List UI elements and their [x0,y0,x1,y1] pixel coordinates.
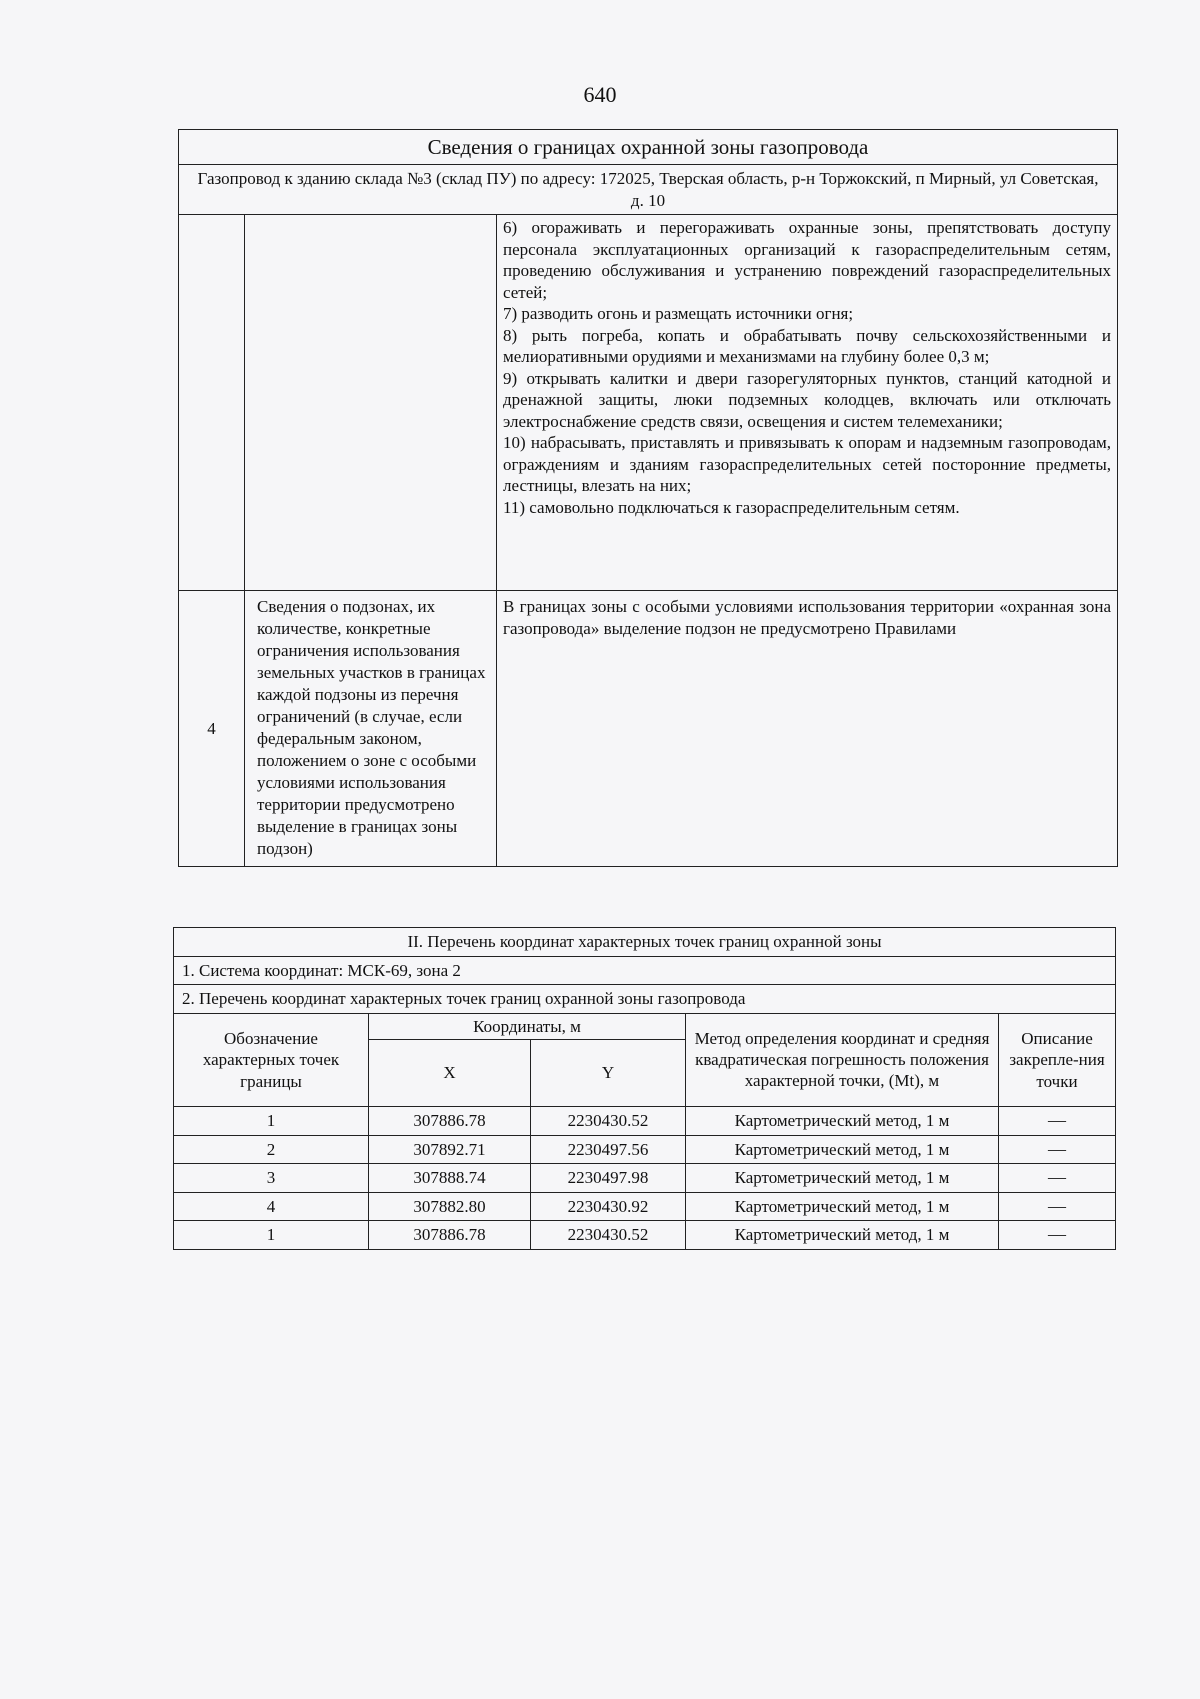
table-row [174,1192,1116,1221]
subzones-value: В границах зоны с особыми условиями использования территории «охранная зона газопровода» выделение подзон не предусмотрено Правилами [497,591,1118,867]
cell-y: 2230497.98 [531,1164,686,1193]
header-x: X [369,1040,531,1107]
title-row [179,130,1118,165]
cell-description: — [999,1164,1116,1193]
cell-point: 1 [174,1221,369,1250]
restrictions-row [179,215,1118,591]
subzones-label: Сведения о подзонах, их количестве, конкретные ограничения использования земельных участков в границах каждой подзоны из перечня ограничений (в случае, если федеральным законом, положением о зоне с особыми условиями использования территории предусмотрено выделение в границах зоны подзон) [245,591,497,867]
coords-header-row [174,1013,1116,1040]
subzones-row [179,591,1118,867]
restriction-item: 9) открывать калитки и двери газорегуляторных пунктов, станций катодной и дренажной защиты, люки подземных колодцев, включать или отключать электроснабжение средств связи, освещения и систем телемеханики; [503,368,1112,431]
header-description: Описание закрепле-ния точки [999,1013,1116,1107]
table-row [174,1135,1116,1164]
list-title-row [174,985,1116,1014]
cell-method: Картометрический метод, 1 м [686,1164,999,1193]
cell-x: 307882.80 [369,1192,531,1221]
document-subtitle: Газопровод к зданию склада №3 (склад ПУ) по адресу: 172025, Тверская область, р-н Торжокский, п Мирный, ул Советская, д. 10 [179,165,1118,215]
restrictions-number-cell [179,215,245,591]
header-coords: Координаты, м [369,1013,686,1040]
page-number: 640 [583,82,617,107]
cell-method: Картометрический метод, 1 м [686,1135,999,1164]
cell-description: — [999,1135,1116,1164]
cell-y: 2230430.92 [531,1192,686,1221]
header-method: Метод определения координат и средняя квадратическая погрешность положения характерной точки, (Mt), м [686,1013,999,1107]
coord-system: 1. Система координат: МСК-69, зона 2 [174,956,1116,985]
cell-x: 307886.78 [369,1107,531,1136]
cell-point: 2 [174,1135,369,1164]
cell-point: 1 [174,1107,369,1136]
restriction-item: 7) разводить огонь и размещать источники огня; [503,304,854,323]
subzones-number: 4 [179,591,245,867]
cell-y: 2230430.52 [531,1107,686,1136]
cell-method: Картометрический метод, 1 м [686,1107,999,1136]
restriction-item: 10) набрасывать, приставлять и привязывать к опорам и надземным газопроводам, ограждениям и зданиям газораспределительных сетей посторонние предметы, лестницы, влезать на них; [503,433,1112,495]
coord-system-row [174,956,1116,985]
cell-method: Картометрический метод, 1 м [686,1221,999,1250]
document-title: Сведения о границах охранной зоны газопровода [179,130,1118,165]
header-y: Y [531,1040,686,1107]
cell-x: 307892.71 [369,1135,531,1164]
restriction-item: 6) огораживать и перегораживать охранные зоны, препятствовать доступу персонала эксплуатационных организаций к газораспределительным сетям, проведению обслуживания и устранению повреждений газораспределительных сетей; [503,218,1112,302]
table-row [174,1221,1116,1250]
table-row [174,1164,1116,1193]
header-point: Обозначение характерных точек границы [174,1013,369,1107]
cell-method: Картометрический метод, 1 м [686,1192,999,1221]
restriction-item: 8) рыть погреба, копать и обрабатывать почву сельскохозяйственными и мелиоративными орудиями и механизмами на глубину более 0,3 м; [503,325,1112,366]
restrictions-list [497,215,1118,591]
cell-description: — [999,1221,1116,1250]
coordinates-table [173,927,1116,1250]
cell-x: 307888.74 [369,1164,531,1193]
table-row [174,1107,1116,1136]
restrictions-label-cell [245,215,497,591]
section-title-row [174,928,1116,957]
coords-list-title: 2. Перечень координат характерных точек границ охранной зоны газопровода [174,985,1116,1014]
section-ii-title: II. Перечень координат характерных точек границ охранной зоны [174,928,1116,957]
cell-y: 2230497.56 [531,1135,686,1164]
cell-point: 3 [174,1164,369,1193]
cell-x: 307886.78 [369,1221,531,1250]
zone-info-table [178,129,1118,867]
cell-description: — [999,1192,1116,1221]
cell-description: — [999,1107,1116,1136]
subtitle-row [179,165,1118,215]
restriction-item: 11) самовольно подключаться к газораспределительным сетям. [503,497,960,517]
cell-y: 2230430.52 [531,1221,686,1250]
cell-point: 4 [174,1192,369,1221]
